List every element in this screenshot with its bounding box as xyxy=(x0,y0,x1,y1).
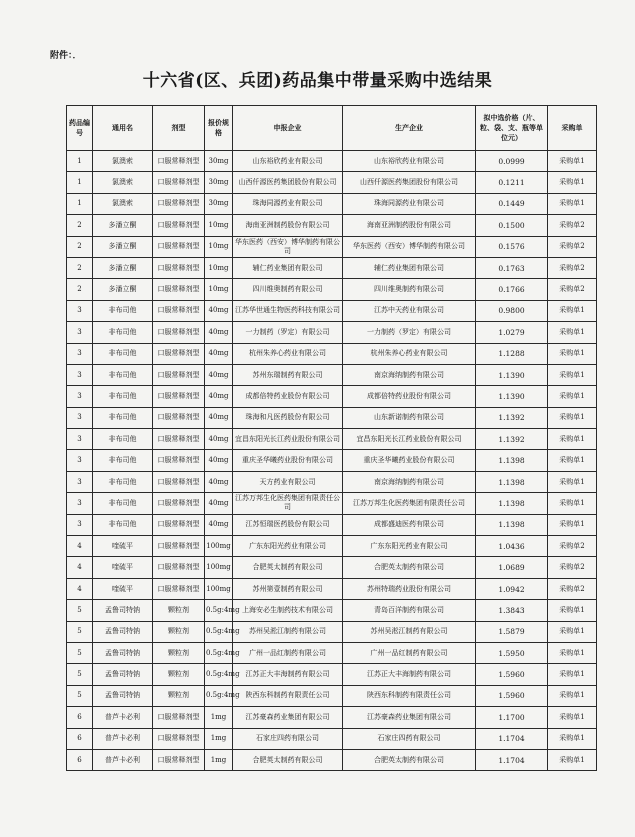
cell-dosage-form: 口服常释剂型 xyxy=(153,728,205,749)
table-row xyxy=(67,343,597,364)
cell-manufacturer: 广东东阳光药业有限公司 xyxy=(343,536,476,557)
header-spec: 报价规格 xyxy=(205,106,233,151)
cell-price: 1.0942 xyxy=(476,578,548,599)
cell-price: 0.0999 xyxy=(476,151,548,172)
cell-spec: 40mg xyxy=(205,493,233,514)
table-row xyxy=(67,557,597,578)
cell-manufacturer: 杭州朱养心药业有限公司 xyxy=(343,343,476,364)
cell-spec: 30mg xyxy=(205,193,233,214)
cell-drug-number: 5 xyxy=(67,621,93,642)
cell-dosage-form: 口服常释剂型 xyxy=(153,578,205,599)
cell-price: 1.5960 xyxy=(476,664,548,685)
cell-dosage-form: 颗粒剂 xyxy=(153,621,205,642)
cell-purchase-list: 采购单1 xyxy=(548,322,597,343)
cell-applicant: 珠海同源药业有限公司 xyxy=(233,193,343,214)
cell-purchase-list: 采购单1 xyxy=(548,600,597,621)
cell-price: 0.1766 xyxy=(476,279,548,300)
table-row xyxy=(67,642,597,663)
table-row xyxy=(67,236,597,257)
cell-generic-name: 非布司他 xyxy=(93,429,153,450)
cell-drug-number: 3 xyxy=(67,364,93,385)
cell-drug-number: 1 xyxy=(67,172,93,193)
cell-applicant: 珠海和凡医药股份有限公司 xyxy=(233,407,343,428)
cell-manufacturer: 合肥英太制药有限公司 xyxy=(343,557,476,578)
cell-applicant: 江苏豪森药业集团有限公司 xyxy=(233,707,343,728)
cell-purchase-list: 采购单2 xyxy=(548,557,597,578)
cell-manufacturer: 青岛百洋制药有限公司 xyxy=(343,600,476,621)
cell-generic-name: 非布司他 xyxy=(93,364,153,385)
cell-price: 1.1392 xyxy=(476,429,548,450)
cell-generic-name: 孟鲁司特钠 xyxy=(93,642,153,663)
cell-spec: 0.5g:4mg xyxy=(205,685,233,706)
cell-applicant: 苏州东瑞制药有限公司 xyxy=(233,364,343,385)
cell-applicant: 成都倍特药业股份有限公司 xyxy=(233,386,343,407)
cell-purchase-list: 采购单1 xyxy=(548,493,597,514)
cell-dosage-form: 口服常释剂型 xyxy=(153,343,205,364)
cell-manufacturer: 山东裕欣药业有限公司 xyxy=(343,151,476,172)
table-row xyxy=(67,300,597,321)
cell-applicant: 辅仁药业集团有限公司 xyxy=(233,257,343,278)
table-row xyxy=(67,151,597,172)
cell-dosage-form: 口服常释剂型 xyxy=(153,151,205,172)
cell-spec: 30mg xyxy=(205,172,233,193)
cell-applicant: 合肥英太制药有限公司 xyxy=(233,557,343,578)
cell-purchase-list: 采购单1 xyxy=(548,664,597,685)
cell-manufacturer: 成都盛迪医药有限公司 xyxy=(343,514,476,535)
cell-dosage-form: 口服常释剂型 xyxy=(153,300,205,321)
cell-spec: 40mg xyxy=(205,429,233,450)
cell-spec: 40mg xyxy=(205,364,233,385)
cell-drug-number: 5 xyxy=(67,664,93,685)
cell-applicant: 上海安必生制药技术有限公司 xyxy=(233,600,343,621)
table-row xyxy=(67,600,597,621)
table-row xyxy=(67,664,597,685)
cell-spec: 10mg xyxy=(205,257,233,278)
cell-applicant: 宜昌东阳光长江药业股份有限公司 xyxy=(233,429,343,450)
cell-purchase-list: 采购单2 xyxy=(548,279,597,300)
cell-spec: 10mg xyxy=(205,215,233,236)
cell-drug-number: 2 xyxy=(67,236,93,257)
cell-spec: 10mg xyxy=(205,236,233,257)
table-row xyxy=(67,493,597,514)
cell-generic-name: 孟鲁司特钠 xyxy=(93,600,153,621)
cell-price: 1.5960 xyxy=(476,685,548,706)
cell-price: 0.1763 xyxy=(476,257,548,278)
cell-generic-name: 非布司他 xyxy=(93,514,153,535)
cell-manufacturer: 江苏中天药业有限公司 xyxy=(343,300,476,321)
cell-drug-number: 3 xyxy=(67,407,93,428)
cell-generic-name: 孟鲁司特钠 xyxy=(93,664,153,685)
cell-purchase-list: 采购单1 xyxy=(548,450,597,471)
cell-generic-name: 普芦卡必利 xyxy=(93,728,153,749)
cell-dosage-form: 颗粒剂 xyxy=(153,600,205,621)
table-row xyxy=(67,707,597,728)
cell-manufacturer: 南京海纳制药有限公司 xyxy=(343,364,476,385)
table-row xyxy=(67,578,597,599)
cell-applicant: 四川维奥制药有限公司 xyxy=(233,279,343,300)
cell-spec: 100mg xyxy=(205,557,233,578)
cell-generic-name: 非布司他 xyxy=(93,322,153,343)
cell-manufacturer: 珠海同源药业有限公司 xyxy=(343,193,476,214)
cell-manufacturer: 陕西东科制药有限责任公司 xyxy=(343,685,476,706)
cell-manufacturer: 江苏正大丰海制药有限公司 xyxy=(343,664,476,685)
table-row xyxy=(67,279,597,300)
cell-price: 1.1398 xyxy=(476,450,548,471)
cell-price: 0.1449 xyxy=(476,193,548,214)
cell-manufacturer: 成都倍特药业股份有限公司 xyxy=(343,386,476,407)
cell-manufacturer: 江苏豪森药业集团有限公司 xyxy=(343,707,476,728)
cell-drug-number: 6 xyxy=(67,749,93,770)
cell-purchase-list: 采购单1 xyxy=(548,172,597,193)
cell-dosage-form: 口服常释剂型 xyxy=(153,471,205,492)
cell-price: 1.1700 xyxy=(476,707,548,728)
cell-spec: 0.5g:4mg xyxy=(205,600,233,621)
cell-applicant: 江苏华世通生物医药科技有限公司 xyxy=(233,300,343,321)
table-row xyxy=(67,407,597,428)
cell-applicant: 广东东阳光药业有限公司 xyxy=(233,536,343,557)
table-row xyxy=(67,429,597,450)
cell-dosage-form: 口服常释剂型 xyxy=(153,172,205,193)
cell-dosage-form: 口服常释剂型 xyxy=(153,257,205,278)
cell-spec: 0.5g:4mg xyxy=(205,642,233,663)
table-row xyxy=(67,514,597,535)
cell-dosage-form: 口服常释剂型 xyxy=(153,707,205,728)
cell-drug-number: 3 xyxy=(67,471,93,492)
cell-drug-number: 2 xyxy=(67,279,93,300)
cell-drug-number: 2 xyxy=(67,215,93,236)
cell-generic-name: 非布司他 xyxy=(93,343,153,364)
cell-dosage-form: 口服常释剂型 xyxy=(153,364,205,385)
cell-applicant: 天方药业有限公司 xyxy=(233,471,343,492)
cell-drug-number: 5 xyxy=(67,642,93,663)
cell-purchase-list: 采购单1 xyxy=(548,514,597,535)
cell-drug-number: 4 xyxy=(67,557,93,578)
cell-manufacturer: 海南亚洲制药股份有限公司 xyxy=(343,215,476,236)
cell-price: 1.1398 xyxy=(476,514,548,535)
cell-price: 1.1398 xyxy=(476,493,548,514)
cell-drug-number: 3 xyxy=(67,386,93,407)
cell-generic-name: 非布司他 xyxy=(93,493,153,514)
cell-dosage-form: 口服常释剂型 xyxy=(153,193,205,214)
cell-spec: 30mg xyxy=(205,151,233,172)
header-applicant: 申报企业 xyxy=(233,106,343,151)
cell-dosage-form: 口服常释剂型 xyxy=(153,386,205,407)
cell-price: 1.1392 xyxy=(476,407,548,428)
cell-spec: 40mg xyxy=(205,450,233,471)
cell-spec: 40mg xyxy=(205,343,233,364)
cell-generic-name: 喹硫平 xyxy=(93,536,153,557)
cell-purchase-list: 采购单1 xyxy=(548,471,597,492)
cell-applicant: 杭州朱养心药业有限公司 xyxy=(233,343,343,364)
cell-purchase-list: 采购单1 xyxy=(548,642,597,663)
cell-spec: 40mg xyxy=(205,514,233,535)
cell-drug-number: 5 xyxy=(67,685,93,706)
header-drug-number: 药品编号 xyxy=(67,106,93,151)
cell-drug-number: 3 xyxy=(67,429,93,450)
cell-manufacturer: 南京海纳制药有限公司 xyxy=(343,471,476,492)
cell-price: 1.1704 xyxy=(476,749,548,770)
cell-drug-number: 1 xyxy=(67,151,93,172)
cell-manufacturer: 苏州吴淞江制药有限公司 xyxy=(343,621,476,642)
cell-applicant: 陕西东科制药有限责任公司 xyxy=(233,685,343,706)
cell-generic-name: 氯澳索 xyxy=(93,151,153,172)
cell-drug-number: 2 xyxy=(67,257,93,278)
cell-price: 1.5950 xyxy=(476,642,548,663)
cell-price: 1.1390 xyxy=(476,364,548,385)
table-row xyxy=(67,685,597,706)
cell-drug-number: 1 xyxy=(67,193,93,214)
table-row xyxy=(67,322,597,343)
cell-price: 0.1211 xyxy=(476,172,548,193)
cell-dosage-form: 颗粒剂 xyxy=(153,685,205,706)
cell-drug-number: 6 xyxy=(67,707,93,728)
cell-drug-number: 6 xyxy=(67,728,93,749)
cell-generic-name: 孟鲁司特钠 xyxy=(93,685,153,706)
cell-spec: 40mg xyxy=(205,300,233,321)
cell-generic-name: 多潘立酮 xyxy=(93,257,153,278)
cell-price: 1.0279 xyxy=(476,322,548,343)
header-manufacturer: 生产企业 xyxy=(343,106,476,151)
cell-applicant: 山东裕欣药业有限公司 xyxy=(233,151,343,172)
cell-spec: 40mg xyxy=(205,386,233,407)
cell-spec: 40mg xyxy=(205,471,233,492)
cell-price: 0.1576 xyxy=(476,236,548,257)
cell-applicant: 一力制药（罗定）有限公司 xyxy=(233,322,343,343)
cell-drug-number: 3 xyxy=(67,322,93,343)
cell-applicant: 华东医药（西安）博华制药有限公司 xyxy=(233,236,343,257)
table-row xyxy=(67,364,597,385)
cell-drug-number: 3 xyxy=(67,450,93,471)
cell-generic-name: 多潘立酮 xyxy=(93,236,153,257)
header-dosage-form: 剂型 xyxy=(153,106,205,151)
header-generic-name: 通用名 xyxy=(93,106,153,151)
cell-price: 0.1500 xyxy=(476,215,548,236)
cell-dosage-form: 口服常释剂型 xyxy=(153,279,205,300)
cell-manufacturer: 合肥英太制药有限公司 xyxy=(343,749,476,770)
table-row xyxy=(67,728,597,749)
cell-drug-number: 4 xyxy=(67,536,93,557)
cell-price: 1.1398 xyxy=(476,471,548,492)
attachment-label: 附件：． xyxy=(50,51,82,61)
cell-dosage-form: 口服常释剂型 xyxy=(153,407,205,428)
cell-price: 1.1704 xyxy=(476,728,548,749)
cell-purchase-list: 采购单1 xyxy=(548,429,597,450)
cell-applicant: 重庆圣华曦药业股份有限公司 xyxy=(233,450,343,471)
table-row xyxy=(67,450,597,471)
cell-generic-name: 非布司他 xyxy=(93,407,153,428)
cell-drug-number: 3 xyxy=(67,300,93,321)
cell-spec: 40mg xyxy=(205,407,233,428)
cell-purchase-list: 采购单1 xyxy=(548,749,597,770)
cell-applicant: 苏州第壹制药有限公司 xyxy=(233,578,343,599)
cell-drug-number: 4 xyxy=(67,578,93,599)
table-row xyxy=(67,621,597,642)
cell-spec: 100mg xyxy=(205,578,233,599)
cell-purchase-list: 采购单1 xyxy=(548,364,597,385)
cell-purchase-list: 采购单1 xyxy=(548,343,597,364)
cell-dosage-form: 口服常释剂型 xyxy=(153,536,205,557)
cell-drug-number: 3 xyxy=(67,514,93,535)
cell-dosage-form: 颗粒剂 xyxy=(153,664,205,685)
cell-dosage-form: 口服常释剂型 xyxy=(153,514,205,535)
table-row xyxy=(67,386,597,407)
cell-applicant: 合肥英太制药有限公司 xyxy=(233,749,343,770)
cell-spec: 0.5g:4mg xyxy=(205,621,233,642)
cell-dosage-form: 颗粒剂 xyxy=(153,642,205,663)
cell-applicant: 苏州吴淞江制药有限公司 xyxy=(233,621,343,642)
cell-purchase-list: 采购单1 xyxy=(548,300,597,321)
cell-applicant: 石家庄四药有限公司 xyxy=(233,728,343,749)
cell-generic-name: 喹硫平 xyxy=(93,578,153,599)
cell-generic-name: 非布司他 xyxy=(93,471,153,492)
table-row xyxy=(67,172,597,193)
results-table xyxy=(66,105,597,771)
cell-generic-name: 喹硫平 xyxy=(93,557,153,578)
cell-generic-name: 非布司他 xyxy=(93,300,153,321)
cell-price: 1.3843 xyxy=(476,600,548,621)
cell-manufacturer: 广州一品红制药有限公司 xyxy=(343,642,476,663)
cell-generic-name: 氯澳索 xyxy=(93,193,153,214)
cell-spec: 1mg xyxy=(205,749,233,770)
table-row xyxy=(67,257,597,278)
cell-generic-name: 非布司他 xyxy=(93,450,153,471)
cell-purchase-list: 采购单2 xyxy=(548,257,597,278)
cell-drug-number: 5 xyxy=(67,600,93,621)
cell-spec: 0.5g:4mg xyxy=(205,664,233,685)
header-price: 拟中选价格（片、粒、袋、支、瓶等单位元） xyxy=(476,106,548,151)
cell-spec: 100mg xyxy=(205,536,233,557)
cell-purchase-list: 采购单2 xyxy=(548,236,597,257)
table-row xyxy=(67,471,597,492)
cell-purchase-list: 采购单2 xyxy=(548,536,597,557)
cell-generic-name: 普芦卡必利 xyxy=(93,707,153,728)
cell-generic-name: 普芦卡必利 xyxy=(93,749,153,770)
cell-price: 1.0689 xyxy=(476,557,548,578)
cell-dosage-form: 口服常释剂型 xyxy=(153,322,205,343)
table-header-row xyxy=(67,106,597,151)
cell-price: 0.9800 xyxy=(476,300,548,321)
cell-manufacturer: 苏州特瑞药业股份有限公司 xyxy=(343,578,476,599)
cell-manufacturer: 四川维奥制药有限公司 xyxy=(343,279,476,300)
cell-manufacturer: 山东新诺制药有限公司 xyxy=(343,407,476,428)
cell-purchase-list: 采购单1 xyxy=(548,728,597,749)
cell-purchase-list: 采购单1 xyxy=(548,707,597,728)
cell-price: 1.1288 xyxy=(476,343,548,364)
table-row xyxy=(67,536,597,557)
table-row xyxy=(67,193,597,214)
cell-generic-name: 孟鲁司特钠 xyxy=(93,621,153,642)
cell-price: 1.0436 xyxy=(476,536,548,557)
cell-purchase-list: 采购单1 xyxy=(548,151,597,172)
cell-dosage-form: 口服常释剂型 xyxy=(153,450,205,471)
cell-manufacturer: 辅仁药业集团有限公司 xyxy=(343,257,476,278)
cell-dosage-form: 口服常释剂型 xyxy=(153,493,205,514)
cell-price: 1.5879 xyxy=(476,621,548,642)
cell-generic-name: 非布司他 xyxy=(93,386,153,407)
cell-manufacturer: 重庆圣华曦药业股份有限公司 xyxy=(343,450,476,471)
cell-drug-number: 3 xyxy=(67,493,93,514)
cell-dosage-form: 口服常释剂型 xyxy=(153,215,205,236)
header-purchase-list: 采购单 xyxy=(548,106,597,151)
cell-manufacturer: 石家庄四药有限公司 xyxy=(343,728,476,749)
cell-manufacturer: 山西仟源医药集团股份有限公司 xyxy=(343,172,476,193)
cell-applicant: 江苏正大丰海制药有限公司 xyxy=(233,664,343,685)
cell-dosage-form: 口服常释剂型 xyxy=(153,236,205,257)
cell-spec: 40mg xyxy=(205,322,233,343)
cell-purchase-list: 采购单1 xyxy=(548,685,597,706)
cell-purchase-list: 采购单1 xyxy=(548,407,597,428)
cell-generic-name: 多潘立酮 xyxy=(93,215,153,236)
table-row xyxy=(67,215,597,236)
cell-applicant: 海南亚洲制药股份有限公司 xyxy=(233,215,343,236)
cell-purchase-list: 采购单2 xyxy=(548,578,597,599)
cell-spec: 10mg xyxy=(205,279,233,300)
cell-purchase-list: 采购单2 xyxy=(548,215,597,236)
cell-applicant: 广州一品红制药有限公司 xyxy=(233,642,343,663)
cell-purchase-list: 采购单1 xyxy=(548,193,597,214)
table-body xyxy=(67,151,597,771)
cell-applicant: 江苏万邦生化医药集团有限责任公司 xyxy=(233,493,343,514)
cell-spec: 1mg xyxy=(205,728,233,749)
cell-dosage-form: 口服常释剂型 xyxy=(153,749,205,770)
cell-dosage-form: 口服常释剂型 xyxy=(153,429,205,450)
cell-manufacturer: 一力制药（罗定）有限公司 xyxy=(343,322,476,343)
cell-generic-name: 氯澳索 xyxy=(93,172,153,193)
cell-price: 1.1390 xyxy=(476,386,548,407)
cell-applicant: 山西仟源医药集团股份有限公司 xyxy=(233,172,343,193)
cell-manufacturer: 江苏万邦生化医药集团有限责任公司 xyxy=(343,493,476,514)
cell-applicant: 江苏恒瑞医药股份有限公司 xyxy=(233,514,343,535)
table-row xyxy=(67,749,597,770)
cell-manufacturer: 宜昌东阳光长江药业股份有限公司 xyxy=(343,429,476,450)
cell-spec: 1mg xyxy=(205,707,233,728)
cell-manufacturer: 华东医药（西安）博华制药有限公司 xyxy=(343,236,476,257)
document-title: 十六省(区、兵团)药品集中带量采购中选结果 xyxy=(142,71,493,91)
cell-purchase-list: 采购单1 xyxy=(548,621,597,642)
cell-drug-number: 3 xyxy=(67,343,93,364)
cell-purchase-list: 采购单1 xyxy=(548,386,597,407)
cell-dosage-form: 口服常释剂型 xyxy=(153,557,205,578)
cell-generic-name: 多潘立酮 xyxy=(93,279,153,300)
